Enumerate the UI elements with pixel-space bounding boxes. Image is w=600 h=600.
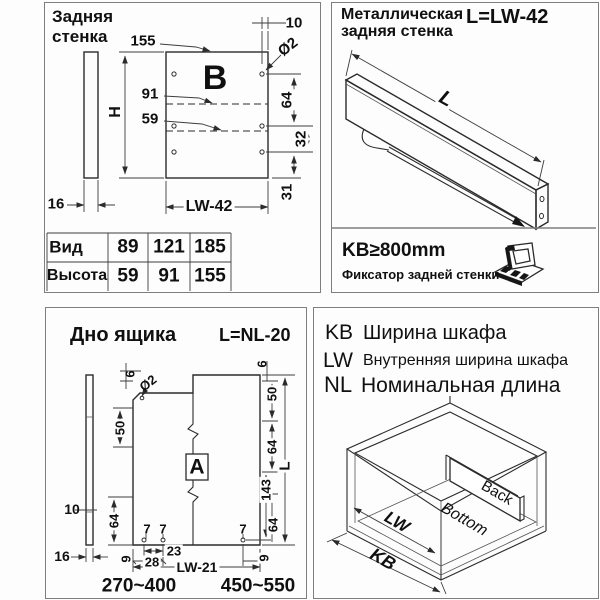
table-cell: 121 (153, 236, 185, 258)
dim-l: L (435, 86, 457, 112)
dim-143: 143 (258, 479, 274, 501)
kb-min-note: KB≥800mm (342, 240, 446, 261)
table-row-label: Вид (49, 237, 83, 257)
dim-16: 16 (47, 195, 65, 213)
dim-6-left: 6 (122, 370, 138, 378)
dim-dia2: Ø2 (136, 371, 160, 395)
range-right: 450~550 (220, 575, 296, 597)
table-cell: 59 (117, 265, 139, 287)
part-label-b: B (202, 59, 228, 97)
legend-abbr-kb: KB (325, 321, 354, 344)
dim-9-right: 9 (256, 554, 272, 562)
dim-23: 23 (166, 543, 182, 559)
formula-l-lw42: L=LW-42 (466, 6, 549, 28)
table-cell: 185 (194, 236, 226, 258)
range-left: 270~400 (101, 575, 177, 597)
legend-desc-lw: Внутренняя ширина шкафа (363, 352, 569, 369)
dim-l: L (276, 461, 294, 471)
back-wall-title: Задняя стенка (52, 7, 114, 46)
cabinet-kb-label: KB (366, 543, 400, 575)
fixator-caption: Фиксатор задней стенки (342, 267, 500, 282)
dim-64: 64 (278, 91, 296, 109)
dim-64-right: 64 (264, 439, 280, 455)
dim-50-left: 50 (112, 420, 128, 436)
dim-64-right-bottom: 64 (265, 517, 281, 533)
dim-64-left: 64 (106, 513, 122, 529)
legend-desc-nl: Номинальная длина (361, 374, 561, 397)
dim-32: 32 (292, 130, 310, 148)
legend-desc-kb: Ширина шкафа (363, 322, 507, 344)
cabinet-lw-label: LW (381, 507, 413, 537)
dim-dia2: Ø2 (274, 34, 302, 60)
dim-16: 16 (54, 548, 70, 564)
table-cell: 155 (194, 265, 226, 287)
metal-title-line2: задняя стенка (341, 23, 453, 40)
metal-title-line1: Металлическая (341, 6, 464, 23)
cabinet-back-label: Back (478, 477, 516, 509)
dim-7-right: 7 (239, 521, 247, 537)
dim-28: 28 (144, 554, 160, 570)
dim-91: 91 (141, 85, 159, 103)
dim-10: 10 (64, 501, 80, 517)
drawer-bottom-drawing (71, 361, 295, 575)
table-cell: 91 (158, 265, 180, 287)
dim-h: H (107, 106, 124, 118)
dim-50-right: 50 (264, 386, 280, 402)
formula-l-nl20: L=NL-20 (219, 325, 291, 345)
dim-31: 31 (278, 183, 296, 201)
dim-9-left: 9 (118, 555, 134, 563)
legend-abbr-nl: NL (324, 372, 353, 397)
fixator-icon (495, 243, 543, 286)
table-cell: 89 (117, 236, 139, 258)
dim-7b: 7 (159, 521, 167, 537)
dim-59: 59 (141, 110, 159, 128)
dim-lw42: LW-42 (185, 198, 233, 215)
legend-abbr-lw: LW (323, 349, 353, 372)
part-label-a: A (189, 455, 205, 479)
drawer-bottom-title: Дно ящика (70, 324, 177, 346)
dim-6-right: 6 (254, 360, 270, 368)
dim-lw21: LW-21 (176, 559, 218, 575)
dim-7a: 7 (143, 521, 151, 537)
table-row-label: Высота (46, 267, 108, 284)
dim-155: 155 (130, 32, 156, 50)
dim-10: 10 (285, 14, 303, 32)
cabinet-bottom-label: Bottom (438, 499, 491, 540)
